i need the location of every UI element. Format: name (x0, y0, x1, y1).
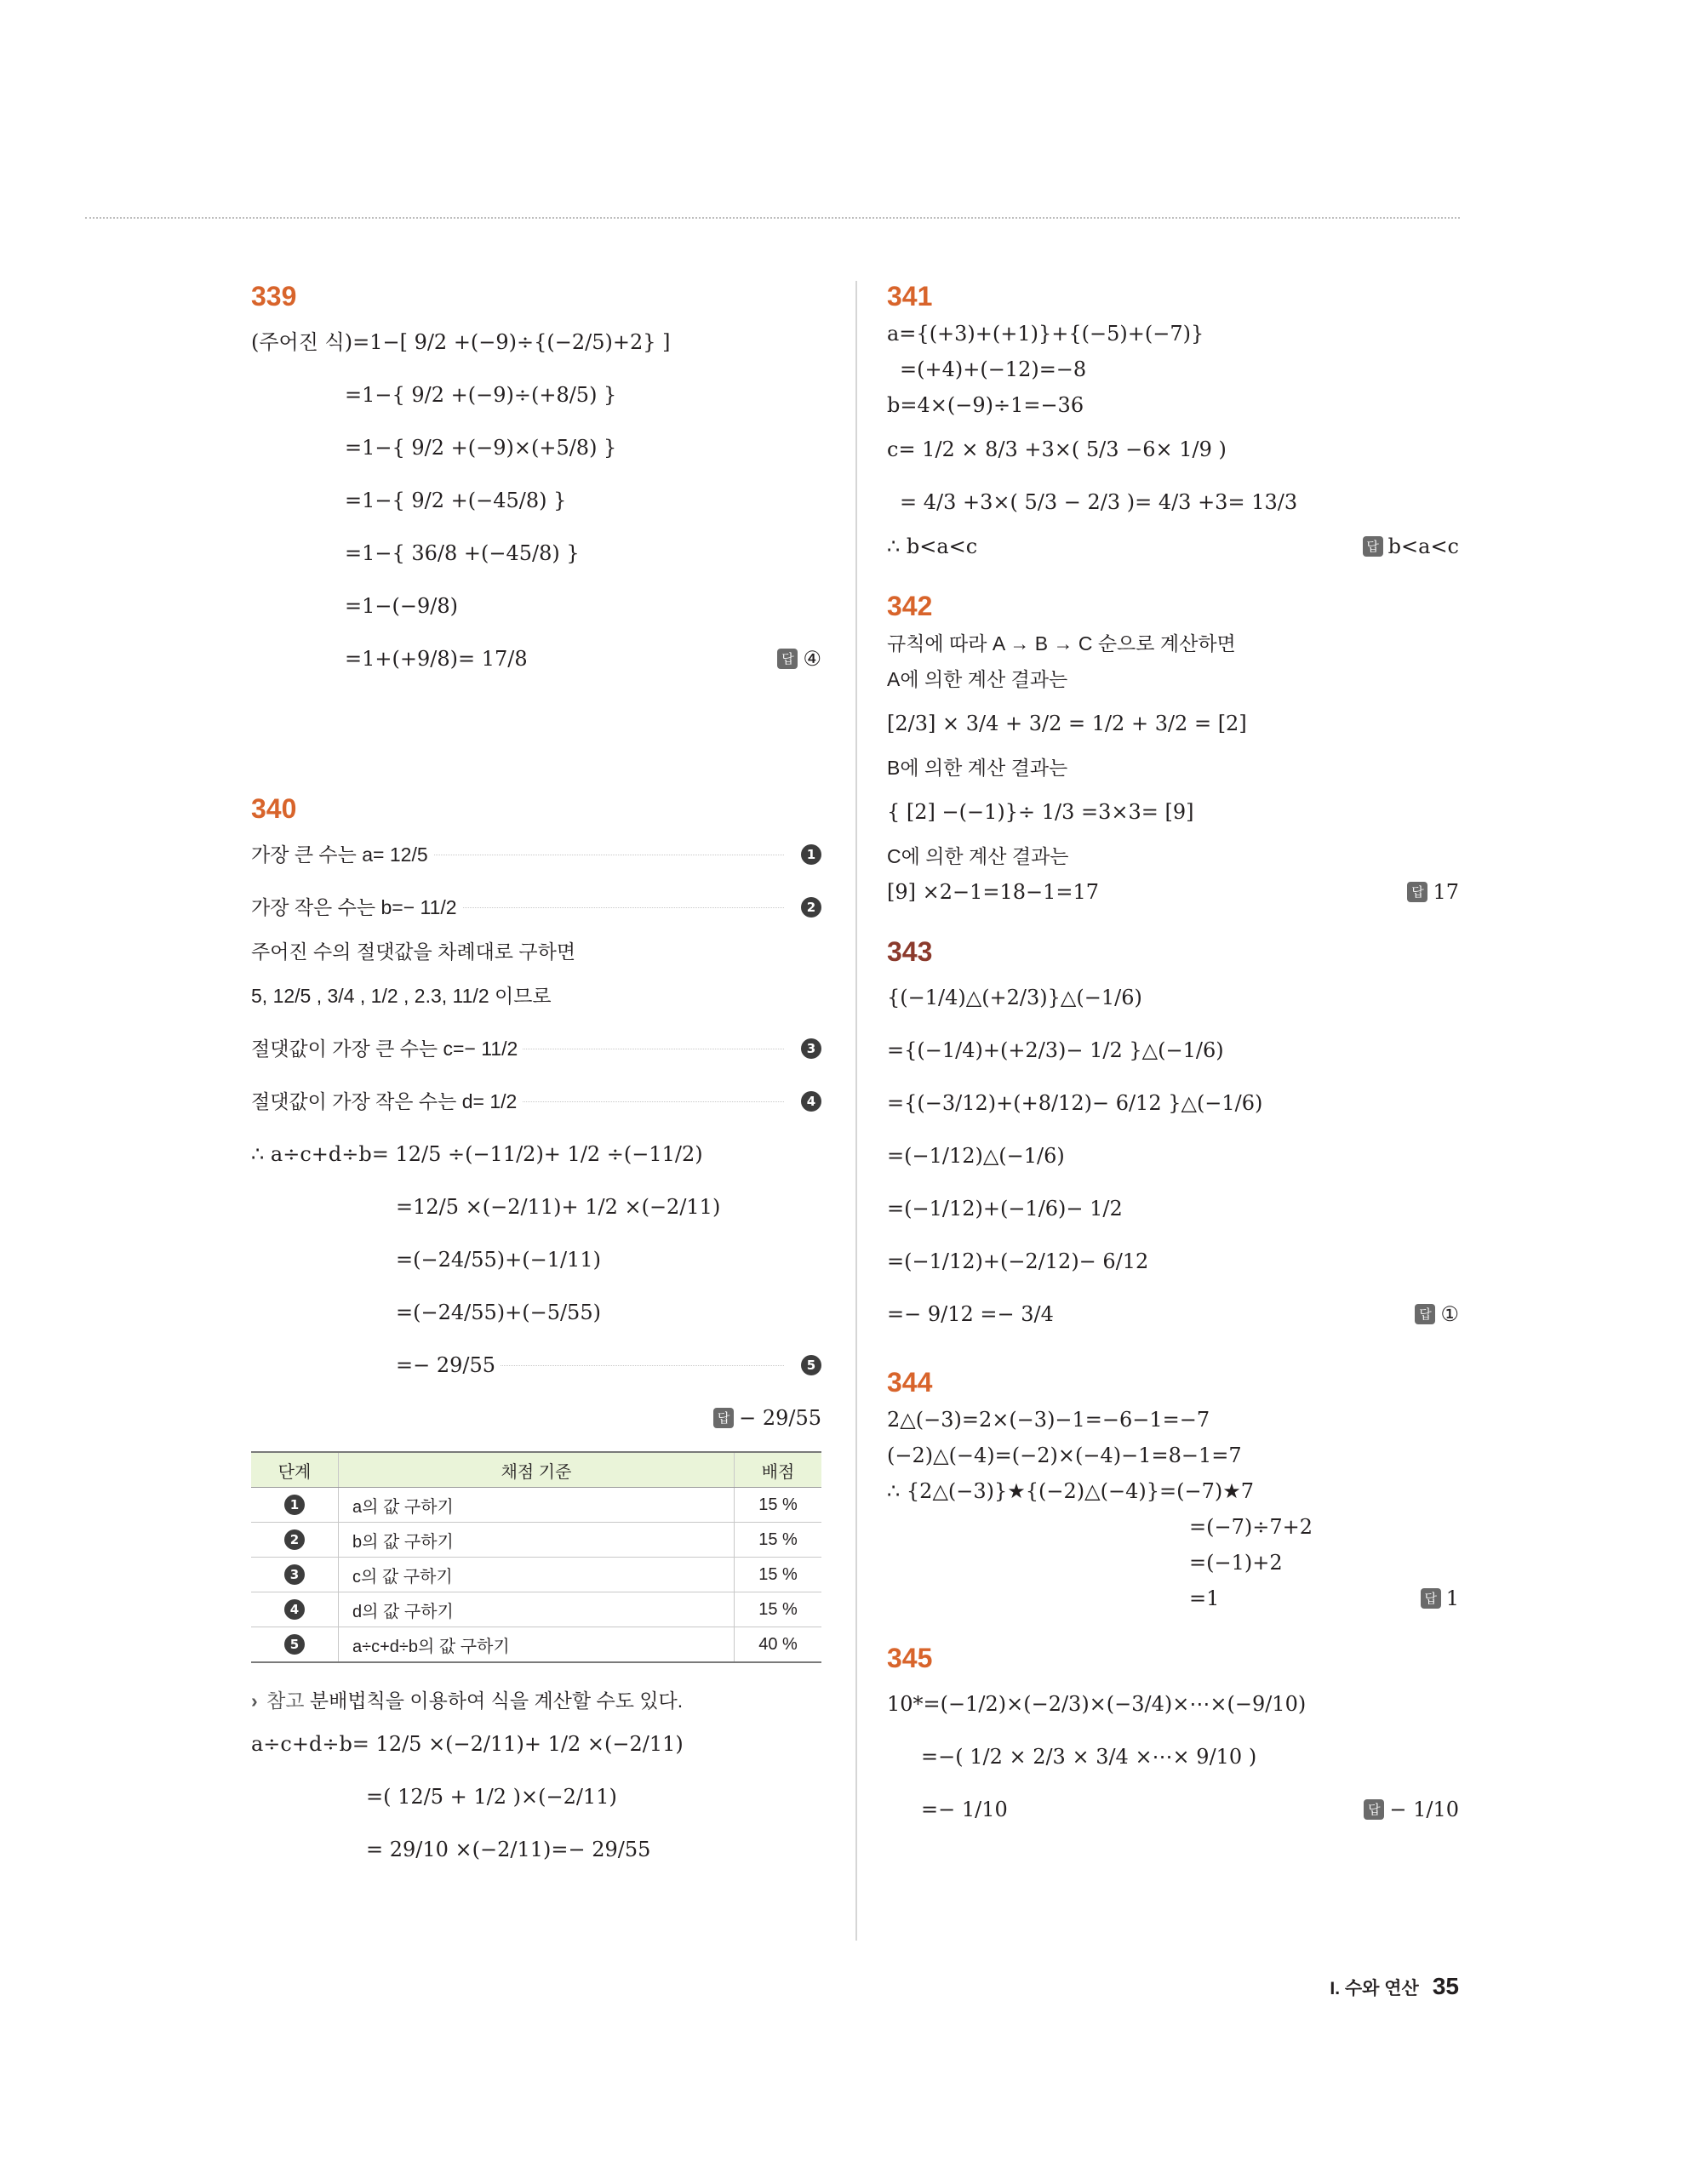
answer-badge-icon: 답 (713, 1408, 734, 1428)
table-cell: c의 값 구하기 (339, 1558, 735, 1592)
math-line (887, 1581, 1459, 1616)
math-line: = 4/3 +3×( 5/3 − 2/3 )= 4/3 +3= 13/3 (900, 490, 1298, 514)
math-text: =− 29/55 (396, 1353, 501, 1377)
answer-marker (1363, 529, 1459, 564)
column-header: 단계 (251, 1452, 339, 1488)
answer-line (251, 1392, 821, 1444)
table-header-row (251, 1452, 821, 1488)
math-line (251, 1339, 821, 1392)
math-line: b=4×(−9)÷1=−36 (887, 393, 1084, 417)
math-line: =(−7)÷7+2 (1189, 1515, 1313, 1539)
solution-341 (887, 277, 1459, 564)
math-text: =1 (1189, 1587, 1220, 1610)
step-marker-icon: 1 (284, 1495, 305, 1515)
solution-339 (251, 277, 821, 685)
table-row (251, 1627, 821, 1663)
reference-note (251, 1684, 821, 1718)
answer-marker (713, 1392, 821, 1444)
answer-marker (1407, 874, 1459, 910)
math-line (887, 529, 1459, 564)
problem-number: 342 (887, 591, 933, 621)
table-cell: 15 % (735, 1558, 822, 1592)
solution-342 (887, 586, 1459, 910)
answer-value: 1 (1445, 1587, 1459, 1610)
step-text: 절댓값이 가장 작은 수는 d= 1/2 (251, 1090, 522, 1112)
grading-table (251, 1451, 821, 1663)
answer-badge-icon: 답 (1407, 882, 1427, 902)
step-text: 절댓값이 가장 큰 수는 c=− 11/2 (251, 1038, 523, 1060)
answer-badge-icon: 답 (1415, 1304, 1435, 1324)
solution-345 (887, 1638, 1459, 1836)
leader-dots (489, 1365, 784, 1366)
left-column (251, 277, 821, 1898)
answer-value: − 29/55 (739, 1406, 821, 1430)
math-line: c= 1/2 × 8/3 +3×( 5/3 −6× 1/9 ) (887, 437, 1227, 461)
table-cell: b의 값 구하기 (339, 1523, 735, 1558)
math-line: =( 12/5 + 1/2 )×(−2/11) (366, 1785, 617, 1809)
problem-number: 341 (887, 281, 933, 312)
answer-badge-icon: 답 (777, 649, 798, 669)
answer-value: ① (1440, 1302, 1459, 1326)
problem-number: 340 (251, 793, 297, 824)
answer-marker (1364, 1783, 1459, 1836)
math-line (887, 874, 1459, 910)
text-line: A에 의한 계산 결과는 (887, 668, 1068, 690)
header-dotted-rule (85, 217, 1460, 219)
step-line (251, 881, 821, 934)
answer-value: ④ (803, 647, 821, 671)
table-cell: a의 값 구하기 (339, 1488, 735, 1523)
problem-number: 345 (887, 1643, 933, 1673)
solution-344 (887, 1363, 1459, 1616)
problem-number: 339 (251, 281, 297, 312)
step-line (251, 1022, 821, 1075)
math-line: =1−{ 9/2 +(−9)×(+5/8) } (345, 436, 617, 460)
math-line: =1−(−9/8) (345, 594, 458, 618)
table-cell: 40 % (735, 1627, 822, 1663)
math-line: 10*=(−1/2)×(−2/3)×(−3/4)×⋯×(−9/10) (887, 1692, 1307, 1716)
math-line: =(−24/55)+(−1/11) (396, 1248, 601, 1272)
math-text: =1+(+9/8)= 17/8 (345, 647, 528, 671)
math-line: =1−{ 9/2 +(−45/8) } (345, 489, 567, 512)
solution-340 (251, 789, 821, 1876)
math-line: ∴ a÷c+d÷b= 12/5 ÷(−11/2)+ 1/2 ÷(−11/2) (251, 1142, 703, 1166)
column-divider (855, 281, 857, 1941)
math-line: [2/3] × 3/4 + 3/2 = 1/2 + 3/2 = [2] (887, 712, 1247, 735)
math-line: = 29/10 ×(−2/11)=− 29/55 (366, 1838, 651, 1861)
math-line: (주어진 식)=1−[ 9/2 +(−9)÷{(−2/5)+2} ] (251, 330, 671, 354)
step-marker-icon: 2 (284, 1529, 305, 1550)
answer-value: b<a<c (1387, 535, 1459, 558)
answer-marker (1421, 1581, 1459, 1616)
math-line: =1−{ 9/2 +(−9)÷(+8/5) } (345, 383, 617, 407)
step-text: 가장 큰 수는 a= 12/5 (251, 843, 433, 866)
step-marker-icon: 2 (801, 897, 821, 918)
math-text: =− 1/10 (921, 1798, 1008, 1821)
math-line: =−( 1/2 × 2/3 × 3/4 ×⋯× 9/10 ) (921, 1745, 1257, 1769)
math-line: a÷c+d÷b= 12/5 ×(−2/11)+ 1/2 ×(−2/11) (251, 1732, 684, 1756)
table-cell: d의 값 구하기 (339, 1592, 735, 1627)
math-line: =1−{ 36/8 +(−45/8) } (345, 541, 580, 565)
step-line (251, 828, 821, 881)
answer-marker (1415, 1288, 1459, 1341)
answer-badge-icon: 답 (1363, 536, 1383, 557)
column-header: 채점 기준 (339, 1452, 735, 1488)
table-row (251, 1592, 821, 1627)
table-row (251, 1523, 821, 1558)
right-column (887, 277, 1459, 1858)
math-line (251, 632, 821, 685)
answer-marker (777, 632, 821, 685)
text-line: B에 의한 계산 결과는 (887, 757, 1068, 779)
math-line: =(+4)+(−12)=−8 (900, 357, 1087, 381)
math-line: ∴ {2△(−3)}★{(−2)△(−4)}=(−7)★7 (887, 1479, 1254, 1503)
text-line: C에 의한 계산 결과는 (887, 845, 1069, 867)
math-line: =(−1/12)+(−2/12)− 6/12 (887, 1249, 1149, 1273)
table-cell: 15 % (735, 1523, 822, 1558)
page-number: 35 (1432, 1973, 1459, 1999)
note-label: 참고 (266, 1689, 305, 1712)
table-cell: 15 % (735, 1592, 822, 1627)
math-line: 2△(−3)=2×(−3)−1=−6−1=−7 (887, 1408, 1210, 1432)
problem-number: 343 (887, 936, 933, 967)
math-text: =− 9/12 =− 3/4 (887, 1302, 1054, 1326)
chevron-right-icon: › (251, 1689, 258, 1712)
answer-value: − 1/10 (1389, 1798, 1459, 1821)
problem-number: 344 (887, 1367, 933, 1398)
math-line: a={(+3)+(+1)}+{(−5)+(−7)} (887, 322, 1204, 346)
math-line: (−2)△(−4)=(−2)×(−4)−1=8−1=7 (887, 1444, 1242, 1467)
math-line: { [2] −(−1)}÷ 1/3 =3×3= [9] (887, 800, 1194, 824)
math-line: {(−1/4)△(+2/3)}△(−1/6) (887, 986, 1142, 1009)
answer-badge-icon: 답 (1364, 1799, 1384, 1820)
step-marker-icon: 4 (801, 1091, 821, 1112)
math-line: =(−1)+2 (1189, 1551, 1283, 1575)
table-row (251, 1558, 821, 1592)
math-text: [9] ×2−1=18−1=17 (887, 880, 1100, 904)
step-text: 가장 작은 수는 b=− 11/2 (251, 896, 462, 918)
answer-badge-icon: 답 (1421, 1588, 1441, 1609)
text-line: 규칙에 따라 A → B → C 순으로 계산하면 (887, 632, 1236, 655)
step-marker-icon: 3 (284, 1564, 305, 1585)
math-line: =12/5 ×(−2/11)+ 1/2 ×(−2/11) (396, 1195, 721, 1219)
step-line: 주어진 수의 절댓값을 차례대로 구하면 (251, 940, 576, 963)
column-header: 배점 (735, 1452, 822, 1488)
math-line: =(−1/12)△(−1/6) (887, 1144, 1065, 1168)
note-text: 분배법칙을 이용하여 식을 계산할 수도 있다. (309, 1689, 684, 1712)
step-line (251, 1075, 821, 1128)
answer-value: 17 (1433, 880, 1459, 904)
step-marker-icon: 3 (801, 1038, 821, 1059)
chapter-title: I. 수와 연산 (1330, 1979, 1419, 1998)
math-text: ∴ b<a<c (887, 535, 978, 558)
page-footer (1330, 1973, 1459, 2000)
table-cell: a÷c+d÷b의 값 구하기 (339, 1627, 735, 1663)
step-marker-icon: 5 (801, 1355, 821, 1375)
math-line: ={(−3/12)+(+8/12)− 6/12 }△(−1/6) (887, 1091, 1263, 1115)
solution-343 (887, 932, 1459, 1341)
math-line (887, 1288, 1459, 1341)
math-line: =(−1/12)+(−1/6)− 1/2 (887, 1197, 1123, 1221)
table-row (251, 1488, 821, 1523)
step-marker-icon: 4 (284, 1599, 305, 1620)
step-marker-icon: 1 (801, 844, 821, 865)
table-cell: 15 % (735, 1488, 822, 1523)
math-line (887, 1783, 1459, 1836)
step-marker-icon: 5 (284, 1634, 305, 1655)
step-line: 5, 12/5 , 3/4 , 1/2 , 2.3, 11/2 이므로 (251, 985, 552, 1007)
math-line: ={(−1/4)+(+2/3)− 1/2 }△(−1/6) (887, 1038, 1224, 1062)
math-line: =(−24/55)+(−5/55) (396, 1301, 601, 1324)
